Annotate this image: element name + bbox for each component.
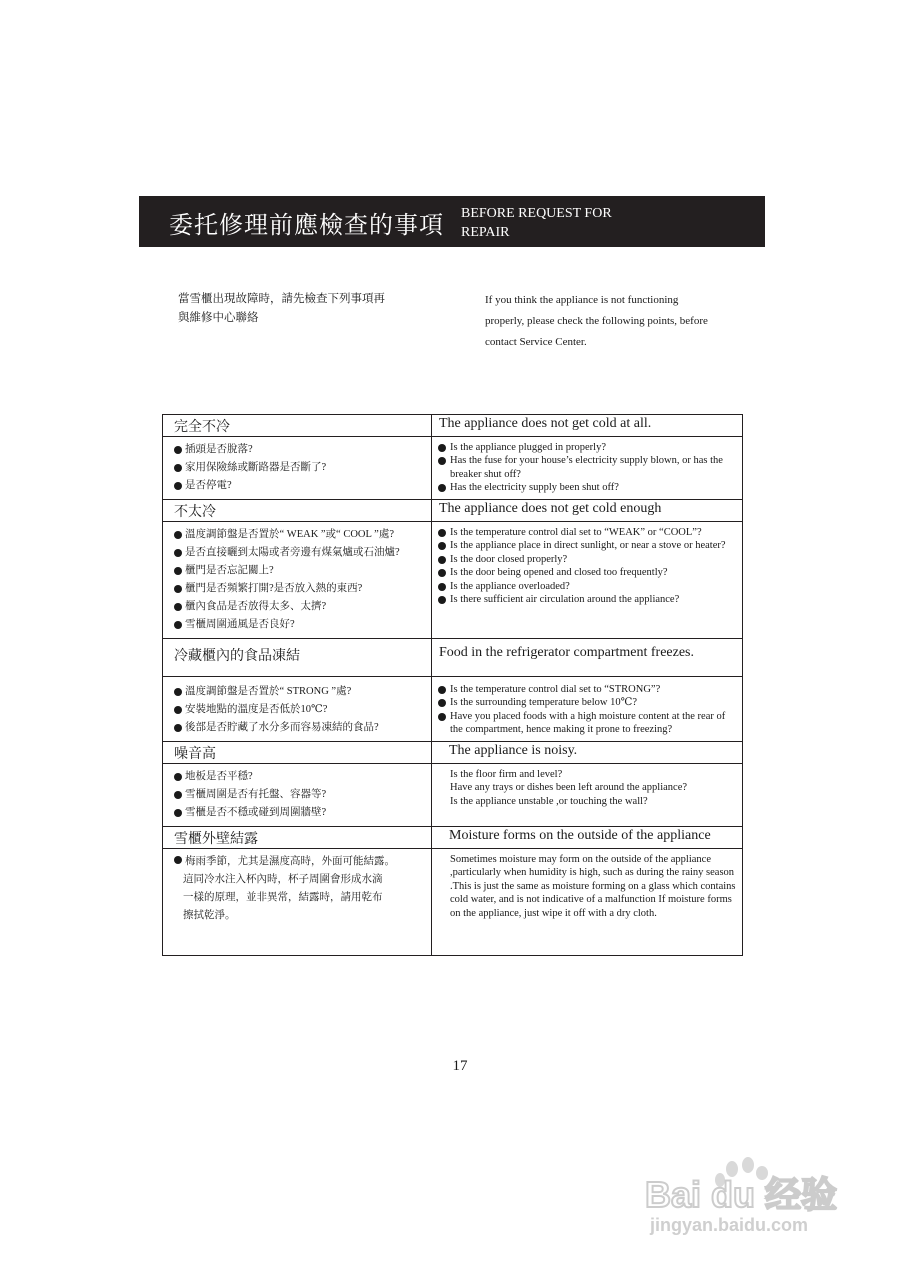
checks-zh-cell [163,522,432,639]
bullet-icon [438,529,446,537]
check-item-en: Is the floor firm and level? [450,769,563,780]
section-heading-row [163,742,743,764]
check-item-zh: 櫃內食品是否放得太多、太擠? [174,598,427,616]
watermark-brand: Bai du 经验 [645,1174,838,1215]
section-checks-row [163,677,743,742]
check-item-zh: 雪櫃是否不穩或碰到周圍牆壁? [174,804,427,822]
bullet-icon [174,446,182,454]
section-checks-row [163,522,743,639]
section-heading-row [163,827,743,849]
note-zh-line: 梅雨季節，尤其是濕度高時，外面可能結露。 [174,853,427,871]
intro-zh-line1: 當雪櫃出現故障時，請先檢查下列事項再 [178,293,385,305]
check-item-zh: 溫度調節盤是否置於“ STRONG ”處? [174,683,427,701]
section-checks-row [163,437,743,500]
section-heading-zh: 雪櫃外壁結露 [163,827,432,849]
bullet-icon [174,531,182,539]
bullet-icon [174,773,182,781]
check-item-en: Is the appliance unstable ,or touching the wall? [450,795,648,807]
intro-zh [178,290,428,328]
section-heading-en: The appliance does not get cold at all. [432,415,743,437]
bullet-icon [174,856,182,864]
check-item-en: Is the temperature control dial set to “STRONG”? [438,683,738,696]
bullet-icon [174,482,182,490]
check-item-en: Is the appliance plugged in properly? [438,441,738,454]
check-item-en: Has the electricity supply been shut off? [438,481,738,494]
check-item-zh: 溫度調節盤是否置於“ WEAK ”或“ COOL ”處? [174,526,427,544]
intro-en-line2: properly, please check the following points, before [485,315,708,327]
checks-zh-cell [163,677,432,742]
check-item-zh: 是否停電? [174,477,427,495]
checks-zh-cell [163,437,432,500]
check-item-en: Is the temperature control dial set to “WEAK” or “COOL”? [438,526,738,539]
intro-en-line1: If you think the appliance is not functioning [485,294,679,306]
section-heading-en: The appliance does not get cold enough [432,500,743,522]
check-item-zh: 插頭是否脫落? [174,441,427,459]
baidu-jingyan-watermark [640,1155,870,1235]
bullet-icon [438,484,446,492]
note-zh-line: 擦拭乾淨。 [183,910,236,921]
check-item-zh: 地板是否平穩? [174,768,427,786]
bullet-icon [174,706,182,714]
note-zh-line: 一樣的原理，並非異常，結露時，請用乾布 [183,892,383,903]
bullet-icon [438,457,446,465]
check-item-zh: 家用保險絲或斷路器是否斷了? [174,459,427,477]
check-item-zh: 是否直接曬到太陽或者旁邊有煤氣爐或石油爐? [174,544,427,562]
bullet-icon [438,542,446,550]
check-item-zh: 雪櫃周圍通風是否良好? [174,616,427,634]
page-number: 17 [452,1058,468,1074]
troubleshooting-table [162,414,743,956]
bullet-icon [174,724,182,732]
checks-en-cell [432,677,743,742]
intro-en-line3: contact Service Center. [485,336,587,348]
bullet-icon [438,596,446,604]
bullet-icon [438,699,446,707]
bullet-icon [438,713,446,721]
section-heading-en: Food in the refrigerator compartment freezes. [432,639,743,677]
section-heading-row [163,639,743,677]
section-heading-zh: 噪音高 [163,742,432,764]
check-item-zh: 後部是否貯藏了水分多而容易凍結的食品? [174,719,427,737]
checks-zh-cell [163,764,432,827]
bullet-icon [174,567,182,575]
intro-en [485,290,755,353]
page-title-en [461,204,661,242]
bullet-icon [438,444,446,452]
section-heading-row [163,415,743,437]
section-heading-zh: 不太冷 [163,500,432,522]
bullet-icon [438,686,446,694]
check-item-en: Has the fuse for your house’s electricity supply blown, or has the breaker shut off? [438,454,738,481]
bullet-icon [174,603,182,611]
bullet-icon [174,585,182,593]
check-item-en: Is the appliance place in direct sunlight, or near a stove or heater? [438,539,738,552]
check-item-en: Have any trays or dishes been left around the appliance? [450,782,688,794]
bullet-icon [438,569,446,577]
note-en-cell [432,849,743,956]
section-heading-en: The appliance is noisy. [432,742,743,764]
check-item-zh: 雪櫃周圍是否有托盤、容器等? [174,786,427,804]
section-heading-zh: 冷藏櫃內的食品凍結 [163,639,432,677]
bullet-icon [174,621,182,629]
note-en-text: Sometimes moisture may form on the outside of the appliance ,particularly when humidity is high, such as during the rainy season .This is just the same as moisture forming on a glass which contains cold water, and is not indicative of a malfunction If moisture forms on the appliance, just wipe it off with a dry cloth. [450,854,736,919]
bullet-icon [174,464,182,472]
note-zh-line: 這同冷水注入杯內時，杯子周圍會形成水滴 [183,874,383,885]
section-heading-row [163,500,743,522]
check-item-zh: 安裝地點的溫度是否低於10℃? [174,701,427,719]
check-item-zh: 櫃門是否忘記關上? [174,562,427,580]
header-banner [139,196,765,247]
check-item-en: Is the door being opened and closed too frequently? [438,566,738,579]
intro-zh-line2: 與維修中心聯絡 [178,312,259,324]
checks-en-cell [432,437,743,500]
check-item-en: Have you placed foods with a high moisture content at the rear of the compartment, hence making it prone to freezing? [438,710,738,737]
checks-en-cell [432,522,743,639]
section-checks-row [163,764,743,827]
check-item-en: Is there sufficient air circulation around the appliance? [438,593,738,606]
section-checks-row [163,849,743,956]
check-item-zh: 櫃門是否頻繁打開?是否放入熱的東西? [174,580,427,598]
watermark-url: jingyan.baidu.com [650,1215,809,1235]
check-item-en: Is the appliance overloaded? [438,580,738,593]
page-title-zh: 委托修理前應檢查的事項 [169,213,444,239]
bullet-icon [174,791,182,799]
bullet-icon [174,549,182,557]
bullet-icon [438,583,446,591]
page-title-en-line1: BEFORE REQUEST FOR [461,206,612,221]
check-item-en: Is the door closed properly? [438,553,738,566]
section-heading-en: Moisture forms on the outside of the appliance [432,827,743,849]
checks-en-cell [432,764,743,827]
section-heading-zh: 完全不冷 [163,415,432,437]
bullet-icon [438,556,446,564]
note-zh-cell [163,849,432,956]
page-title-en-line2: REPAIR [461,225,510,240]
bullet-icon [174,688,182,696]
bullet-icon [174,809,182,817]
check-item-en: Is the surrounding temperature below 10℃? [438,696,738,709]
